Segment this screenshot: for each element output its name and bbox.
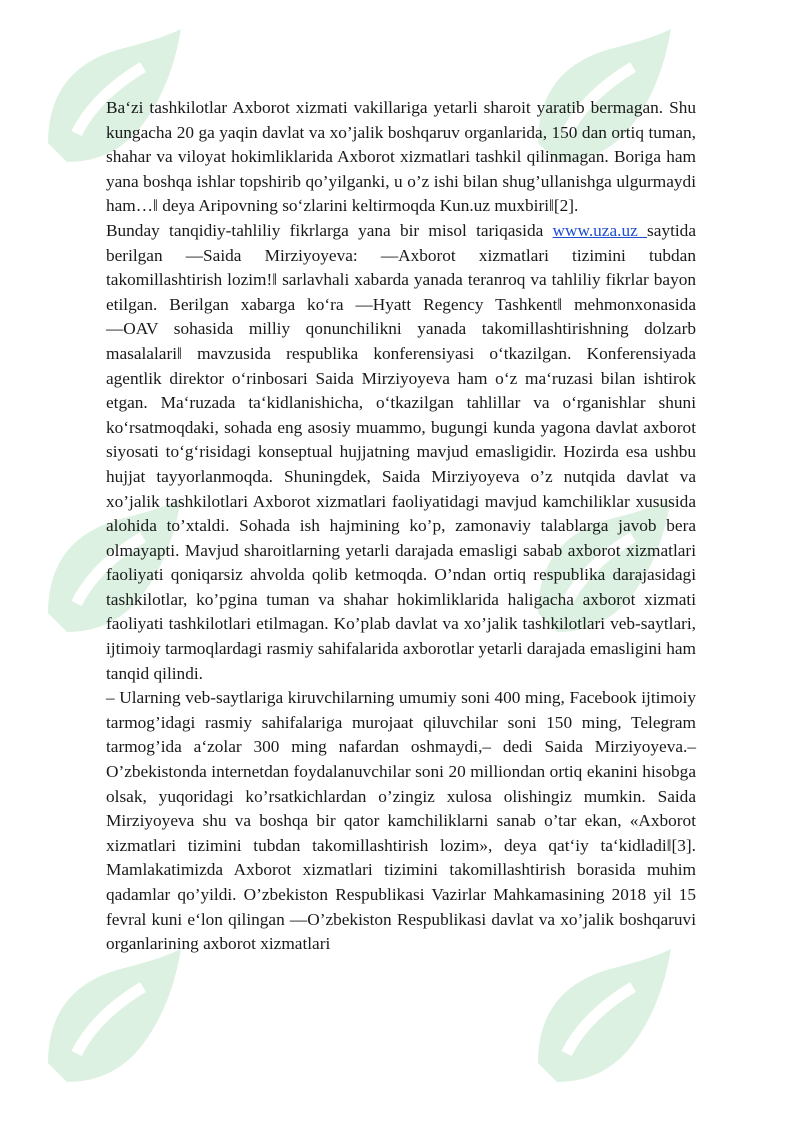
leaf-logo-icon [10, 930, 200, 1120]
paragraph-2 [106, 219, 696, 686]
paragraph-2-body: saytida berilgan ―Saida Mirziyoyeva: ―Axborot xizmatlari tizimini tubdan takomillashtirish lozim!‖ sarlavhali xabarda yanada teranroq va tahliliy fikrlar bayon etilgan. Berilgan xabarga ko‘ra ―Hyatt Regency Tashkent‖ mehmonxonasida ―OAV sohasida milliy qonunchilikni yanada takomillashtirishning dolzarb masalalari‖ mavzusida respublika konferensiyasi o‘tkazilgan. Konferensiyada agentlik direktor o‘rinbosari Saida Mirziyoyeva ham o‘z ma‘ruzasi bilan ishtirok etgan. Ma‘ruzada ta‘kidlanishicha, o‘tkazilgan tahlillar va o‘rganishlar shuni ko‘rsatmoqdaki, sohada eng asosiy muammo, bugungi kunda yagona davlat axborot siyosati to‘g‘risidagi konseptual hujjatning mavjud emasligidir. Hozirda esa ushbu hujjat tayyorlanmoqda. Shuningdek, Saida Mirziyoyeva o’z nutqida davlat va xo’jalik tashkilotlari Axborot xizmatlari faoliyatidagi mavjud kamchiliklar xususida alohida to’xtaldi. Sohada ish hajmining ko’p, zamonaviy talablarga javob bera olmayapti. Mavjud sharoitlarning yetarli darajada emasligi sabab axborot xizmatlari faoliyati qoniqarsiz ahvolda qolib ketmoqda. O’ndan ortiq respublika darajasidagi tashkilotlar, ko’pgina tuman va shahar hokimliklarida haligacha axborot xizmati faoliyati tashkilotlari etilmagan. Ko’plab davlat va xo’jalik tashkilotlari veb-saytlari, ijtimoiy tarmoqlardagi rasmiy sahifalarida axborotlar yetarli darajada emasligini ham tanqid qilindi. [106, 220, 696, 683]
paragraph-3: – Ularning veb-saytlariga kiruvchilarning umumiy soni 400 ming, Facebook ijtimoiy tarmog’idagi rasmiy sahifalariga murojaat qiluvchilar soni 150 ming, Telegram tarmog’ida a‘zolar 300 ming nafardan oshmaydi,– dedi Saida Mirziyoyeva.– O’zbekistonda internetdan foydalanuvchilar soni 20 milliondan ortiq ekanini hisobga olsak, yuqoridagi ko’rsatkichlardan o’zingiz xulosa olishingiz mumkin. Saida Mirziyoyeva shu va boshqa bir qator kamchiliklarni sanab o’tar ekan, «Axborot xizmatlari tizimini tubdan takomillashtirish lozim», deya qat‘iy ta‘kidladi‖[3]. Mamlakatimizda Axborot xizmatlari tizimini takomillashtirish borasida muhim qadamlar qo’yildi. O’zbekiston Respublikasi Vazirlar Mahkamasining 2018 yil 15 fevral kuni e‘lon qilingan ―O’zbekiston Respublikasi davlat va xo’jalik boshqaruvi organlarining axborot xizmatlari [106, 688, 696, 954]
paragraph-1: Ba‘zi tashkilotlar Axborot xizmati vakillariga yetarli sharoit yaratib bermagan. Shu kungacha 20 ga yaqin davlat va xo’jalik boshqaruv organlarida, 150 dan ortiq tuman, shahar va viloyat hokimliklarida Axborot xizmatlari tashkil qilinmagan. Boriga ham yana boshqa ishlar topshirib qo’yilganki, u o’z ishi bilan shug’ullanishga ulgurmaydi ham…‖ deya Aripovning so‘zlarini keltirmoqda Kun.uz muxbiri‖[2]. [106, 98, 696, 216]
document-body [106, 96, 696, 957]
paragraph-2-intro: Bunday tanqidiy-tahliliy fikrlarga yana bir misol tariqasida [106, 220, 553, 240]
leaf-logo-icon [500, 930, 690, 1120]
uza-link[interactable]: www.uza.uz [552, 220, 648, 240]
